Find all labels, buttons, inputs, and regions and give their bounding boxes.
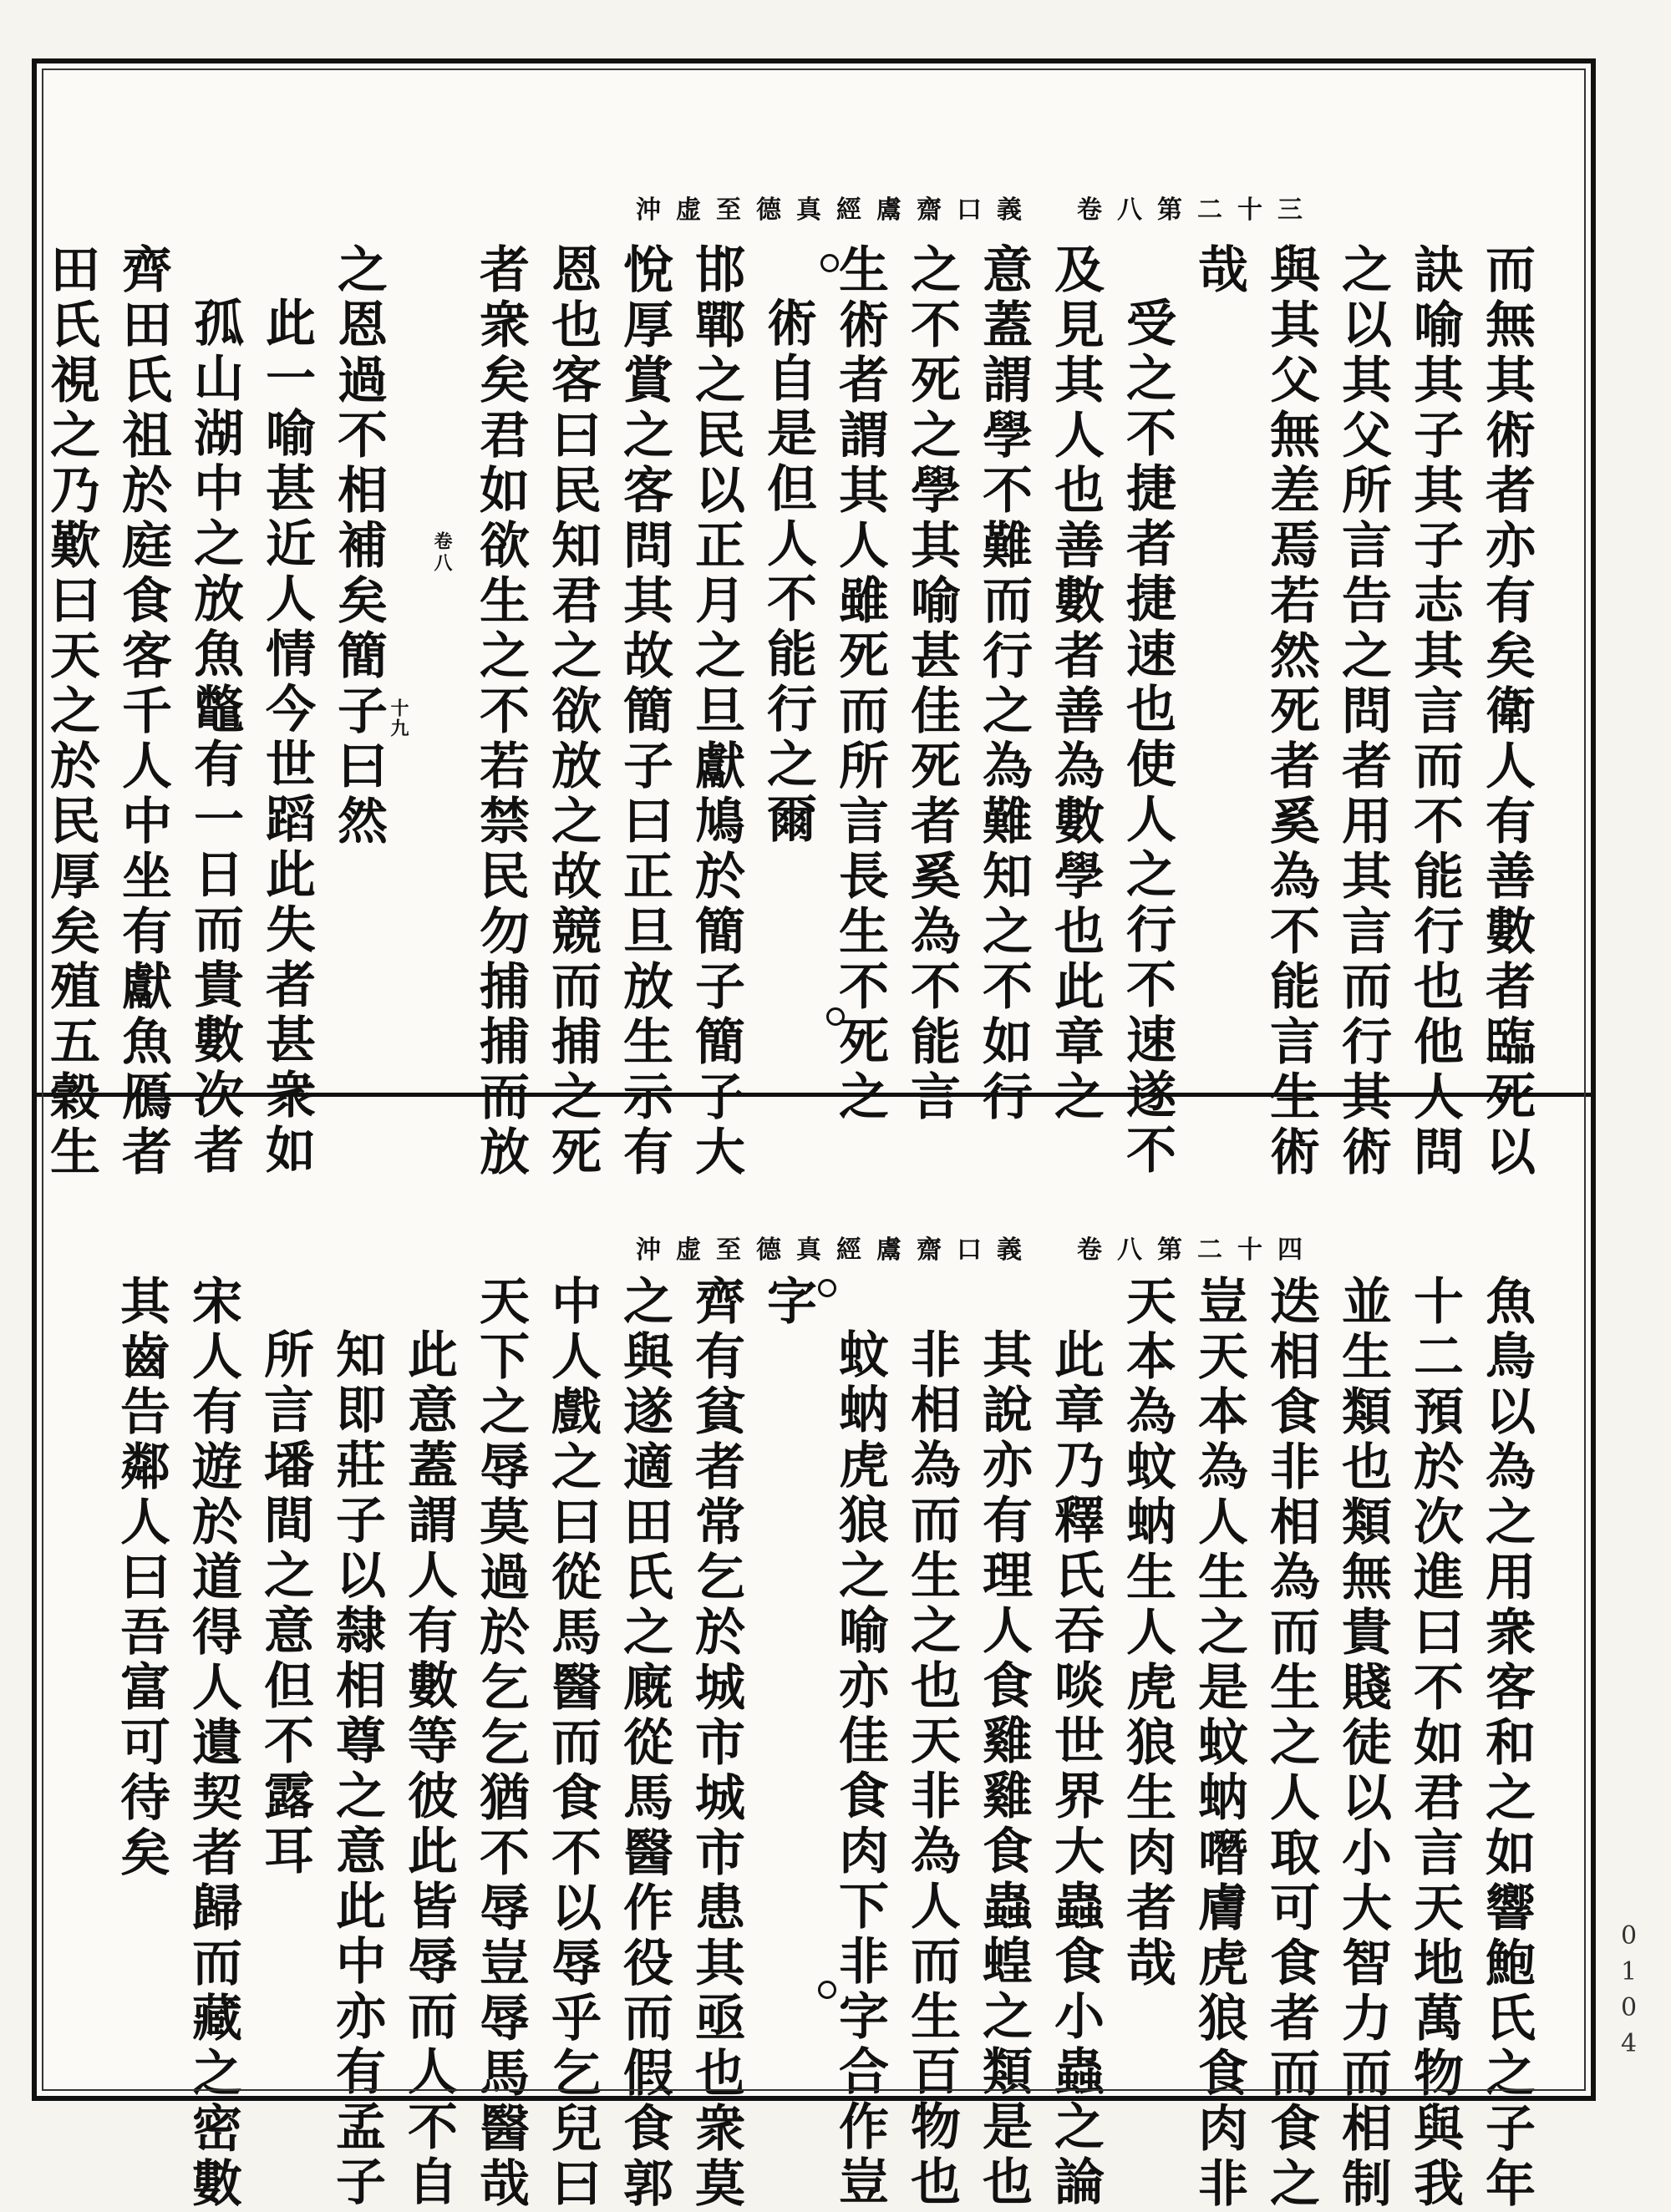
text-column: 哉 [1190, 243, 1248, 298]
text-column: 悅厚賞之客問其故簡子曰正旦放生示有 [615, 243, 673, 1180]
text-column: 迭相食非相為而生之人取可食者而食之 [1262, 1275, 1320, 2212]
page-divider [37, 1093, 1591, 1097]
text-column: 之恩過不相補矣簡子曰然 [329, 243, 388, 850]
text-column: 之與遂適田氏之廐從馬醫作役而假食郭 [615, 1275, 673, 2212]
commentary-column: 字 [759, 1275, 817, 1330]
text-column: 恩也客曰民知君之欲放之故競而捕之死 [543, 243, 602, 1180]
text-column: 中人戲之曰從馬醫而食不以辱乎乞兒曰 [543, 1275, 602, 2212]
text-column: 魚鳥以為之用衆客和之如響鮑氏之子年 [1477, 1275, 1536, 2212]
text-column: 者衆矣君如欲生之不若禁民勿捕捕而放 [471, 243, 530, 1180]
page-lower [37, 1099, 1591, 2212]
text-column: 邯鄲之民以正月之旦獻鳩於簡子簡子大 [687, 243, 745, 1180]
text-column: 齊田氏祖於庭食客千人中坐有獻魚鴈者 [114, 243, 172, 1180]
text-column: 十二預於次進曰不如君言天地萬物與我 [1405, 1275, 1464, 2212]
commentary-column: 非相為而生之也天非為人而生百物也 [902, 1328, 961, 2210]
circle-mark [820, 254, 839, 272]
page-upper [37, 63, 1591, 1180]
commentary-column: 此意蓋謂人有數等彼此皆辱而人不自 [399, 1328, 458, 2210]
volume-note: 卷八 [431, 531, 453, 575]
text-column: 而無其術者亦有矣衛人有善數者臨死以 [1477, 243, 1536, 1180]
commentary-column: 所言墦間之意但不露耳 [256, 1328, 314, 1880]
commentary-column: 其說亦有理人食雞雞食蟲蝗之類是也 [974, 1328, 1033, 2210]
commentary-column: 蚊蚋虎狼之喻亦佳食肉下非字合作豈 [830, 1328, 889, 2210]
commentary-column: 之不死之學其喻甚佳死者奚為不能言 [902, 243, 961, 1125]
page-number: 0104 [1614, 1921, 1643, 2065]
text-column: 田氏視之乃歎曰天之於民厚矣殖五穀生 [42, 243, 100, 1180]
text-column: 其齒告鄰人曰吾富可待矣 [112, 1275, 170, 1881]
circle-mark [818, 1279, 836, 1297]
commentary-column: 知即莊子以隸相尊之意此中亦有孟子 [328, 1328, 386, 2210]
text-column: 宋人有遊於道得人遺契者歸而藏之密數 [184, 1275, 242, 2212]
running-head: 沖虚至德真經鬳齋口義 卷八第二十四 [636, 1235, 1318, 1265]
running-head: 沖虚至德真經鬳齋口義 卷八第二十三 [636, 195, 1318, 225]
text-columns [42, 243, 1536, 1180]
commentary-column: 術自是但人不能行之爾 [759, 297, 817, 848]
text-column: 齊有貧者常乞於城市城市患其亟也衆莫 [687, 1275, 745, 2212]
text-column: 豈天本為人生之是蚊蚋噆膚虎狼食肉非 [1190, 1275, 1248, 2212]
commentary-column: 此一喻甚近人情今世蹈此失者甚衆如 [257, 297, 316, 1179]
text-column: 之以其父所言告之問者用其言而行其術 [1333, 243, 1392, 1180]
text-column: 並生類也類無貴賤徒以小大智力而相制 [1333, 1275, 1392, 2212]
commentary-column: 孤山湖中之放魚鼈有一日而貴數次者 [185, 297, 244, 1179]
circle-mark [826, 1007, 845, 1026]
text-column: 與其父無差焉若然死者奚為不能言生術 [1262, 243, 1320, 1180]
commentary-column: 及見其人也善數者善為數學也此章之 [1046, 243, 1105, 1125]
folio-note: 十九 [388, 698, 409, 738]
commentary-column: 受之不捷者捷速也使人之行不速遂不 [1118, 297, 1176, 1179]
text-columns [112, 1275, 1536, 2212]
text-column: 天本為蚊蚋生人虎狼生肉者哉 [1118, 1275, 1176, 1991]
commentary-column: 意蓋謂學不難而行之為難知之不如行 [974, 243, 1033, 1125]
commentary-column: 生術者謂其人雖死而所言長生不死之 [830, 243, 889, 1125]
text-column: 訣喻其子其子志其言而不能行也他人問 [1405, 243, 1464, 1180]
document-sheet [32, 58, 1596, 2212]
circle-mark [818, 1981, 836, 1999]
text-column: 天下之辱莫過於乞乞猶不辱豈辱馬醫哉 [471, 1275, 530, 2212]
commentary-column: 此章乃釋氏吞啖世界大蟲食小蟲之論 [1046, 1328, 1105, 2210]
